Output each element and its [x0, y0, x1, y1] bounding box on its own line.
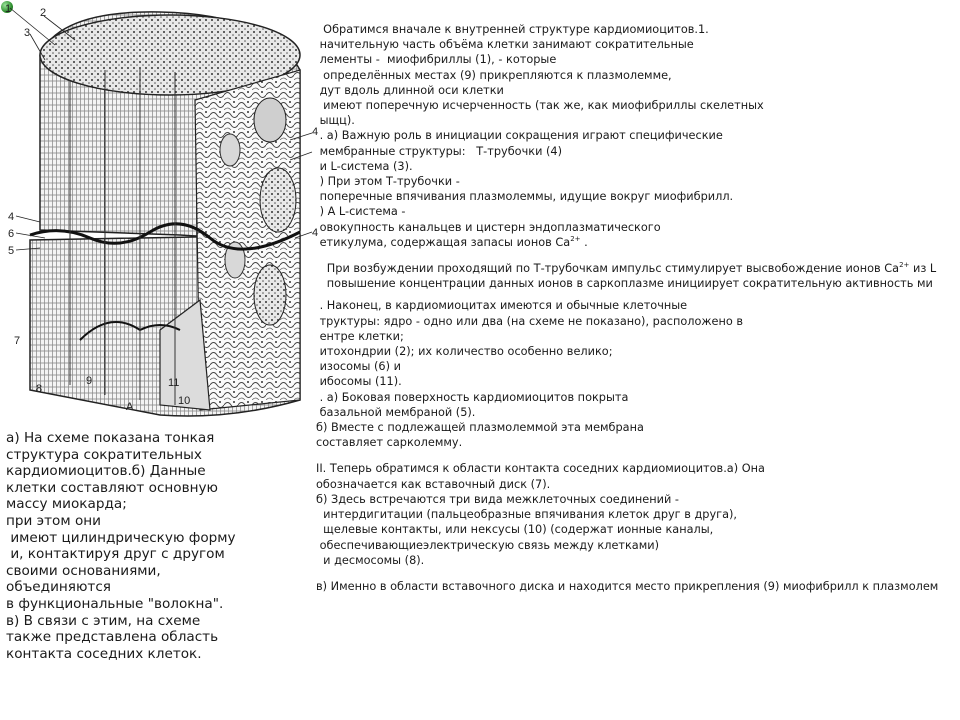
left-line: имеют цилиндрическую форму [6, 529, 236, 546]
label-7: 7 [14, 335, 21, 347]
text-line: мембранные структуры: Т-трубочки (4) [316, 144, 563, 158]
left-line: и, контактируя друг с другом [6, 546, 225, 563]
left-line: также представлена область [6, 629, 219, 646]
left-line: массу миокарда; [6, 496, 127, 513]
text-line: изосомы (6) и [316, 360, 401, 374]
text-line: б) Здесь встречаются три вида межклеточных соединений - [316, 492, 679, 506]
text-line: ) А L-система - [316, 205, 406, 219]
text-line: ибосомы (11). [316, 375, 402, 389]
label-5: 5 [8, 245, 15, 257]
text-line: имеют поперечную исчерченность (так же, как миофибриллы скелетных [316, 99, 764, 113]
left-line: а) На схеме показана тонкая [6, 430, 215, 446]
left-line: при этом они [6, 512, 101, 529]
left-line: в функциональные "волокна". [6, 595, 224, 612]
text-line: ентре клетки; [316, 329, 404, 343]
text-line: Обратимся вначале к внутренней структуре кардиомиоцитов.1. [316, 23, 709, 36]
label-9: 9 [86, 375, 93, 387]
text-line: поперечные впячивания плазмолеммы, идущие вокруг миофибрилл. [316, 190, 734, 204]
text-segment: етикулума, содержащая запасы ионов Са [316, 235, 571, 249]
label-1: 1 [5, 3, 12, 15]
text-line [316, 235, 960, 250]
text-line: итохондрии (2); их количество особенно велико; [316, 345, 613, 359]
text-line: овокупность канальцев и цистерн эндоплазматического [316, 220, 661, 234]
text-line: ) При этом Т-трубочки - [316, 175, 460, 189]
cardiomyocyte-diagram [0, 0, 325, 420]
text-line: и десмосомы (8). [316, 553, 425, 567]
text-line: повышение концентрации данных ионов в саркоплазме инициирует сократительную активность ми [316, 277, 933, 291]
text-line: определённых местах (9) прикрепляются к плазмолемме, [316, 68, 672, 82]
text-line: лементы - миофибриллы (1), - которые [316, 53, 557, 67]
left-line: структура сократительных [6, 446, 202, 463]
text-line: базальной мембраной (5). [316, 405, 476, 419]
text-line: составляет сарколемму. [316, 436, 463, 450]
label-6: 6 [8, 228, 15, 240]
superscript: 2+ [570, 235, 581, 244]
text-segment: из L [909, 262, 937, 276]
text-line: ыщц). [316, 114, 355, 128]
text-line: обозначается как вставочный диск (7). [316, 477, 551, 491]
label-10: 10 [178, 395, 191, 407]
left-line: своими основаниями, [6, 562, 161, 579]
text-line: начительную часть объёма клетки занимают сократительные [316, 38, 694, 52]
text-line: . а) Боковая поверхность кардиомиоцитов покрыта [316, 390, 629, 404]
label-4-right-bottom: 4 [312, 227, 319, 239]
superscript: 2+ [899, 261, 910, 270]
label-8: 8 [36, 383, 43, 395]
text-line: дут вдоль длинной оси клетки [316, 83, 504, 97]
left-line: клетки составляют основную [6, 479, 219, 496]
label-2: 2 [40, 7, 47, 19]
text-line: труктуры: ядро - одно или два (на схеме не показано), расположено в [316, 314, 744, 328]
left-caption [6, 430, 256, 662]
text-line: II. Теперь обратимся к области контакта соседних кардиомиоцитов.а) Она [316, 462, 765, 476]
text-segment: . [580, 235, 588, 249]
left-line: контакта соседних клеток. [6, 645, 202, 662]
right-text-body [316, 22, 960, 594]
text-line: б) Вместе с подлежащей плазмолеммой эта мембрана [316, 421, 644, 435]
text-line: в) Именно в области вставочного диска и находится место прикрепления (9) миофибрилл к плазмолем [316, 579, 939, 593]
left-line: в) В связи с этим, на схеме [6, 612, 201, 629]
label-a: А [126, 401, 134, 413]
label-3: 3 [24, 27, 31, 39]
text-line: интердигитации (пальцеобразные впячивания клеток друг в друга), [316, 508, 737, 522]
text-line [316, 261, 960, 276]
text-line: обеспечивающиеэлектрическую связь между клетками) [316, 538, 659, 552]
text-segment: При возбуждении проходящий по Т-трубочкам импульс стимулирует высвобождение ионов Са [316, 262, 900, 276]
label-11: 11 [168, 377, 180, 389]
label-4-right-top: 4 [312, 126, 319, 138]
label-4-left: 4 [8, 211, 15, 223]
text-line: и L-система (3). [316, 159, 413, 173]
text-line: . Наконец, в кардиомиоцитах имеются и обычные клеточные [316, 299, 688, 313]
text-line: . а) Важную роль в инициации сокращения играют специфические [316, 129, 723, 143]
left-line: кардиомиоцитов.б) Данные [6, 463, 206, 480]
left-line: объединяются [6, 579, 111, 596]
text-line: щелевые контакты, или нексусы (10) (содержат ионные каналы, [316, 523, 714, 537]
